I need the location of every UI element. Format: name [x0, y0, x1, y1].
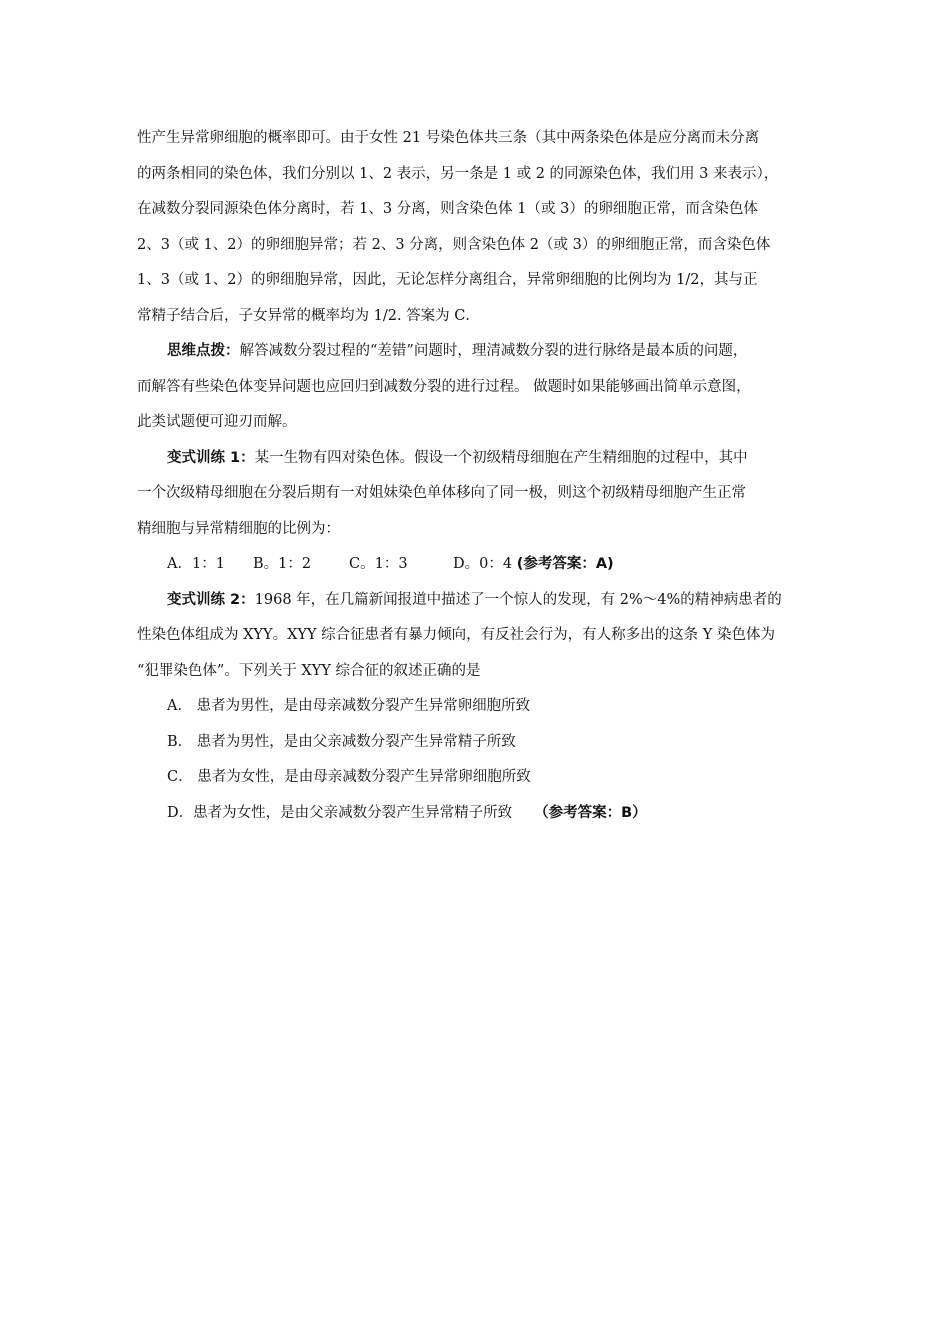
- exercise1-line-1: [137, 441, 827, 477]
- exercise1-line-3: 精细胞与异常精细胞的比例为：: [137, 520, 340, 537]
- exercise1-option-a: A．1：1: [167, 556, 225, 572]
- exercise1-label: 变式训练 1：: [167, 449, 255, 466]
- exercise1-answer: (参考答案：A): [516, 556, 614, 572]
- exercise1-option-b: B。1：2: [253, 556, 312, 572]
- tip-label: 思维点拨：: [167, 343, 240, 359]
- tip-text-1: 解答减数分裂过程的“差错”问题时，理清减数分裂的进行脉络是最本质的问题，: [239, 343, 748, 359]
- tip-line-1: [137, 334, 827, 370]
- exercise2-line-2: 性染色体组成为 XYY。XYY 综合征患者有暴力倾向，有反社会行为，有人称多出的这条 Y 染色体为: [137, 627, 775, 643]
- analysis-line-2: 的两条相同的染色体，我们分别以 1、2 表示，另一条是 1 或 2 的同源染色体，我们用 3 来表示），: [137, 165, 779, 182]
- analysis-line-3: 在减数分裂同源染色体分离时，若 1、3 分离，则含染色体 1（或 3）的卵细胞正常，而含染色体: [137, 201, 758, 217]
- analysis-line-4: 2、3（或 1、2）的卵细胞异常；若 2、3 分离，则含染色体 2（或 3）的卵细胞正常，而含染色体: [137, 236, 771, 253]
- exercise2-option-a: A． 患者为男性，是由母亲减数分裂产生异常卵细胞所致: [167, 698, 531, 714]
- exercise2-option-d: D．患者为女性，是由父亲减数分裂产生异常精子所致: [167, 804, 513, 821]
- exercise1-option-d: D。0：4: [453, 556, 513, 572]
- analysis-line-5: 1、3（或 1、2）的卵细胞异常，因此，无论怎样分离组合，异常卵细胞的比例均为 1/2，其与正: [137, 272, 758, 288]
- tip-line-2: 而解答有些染色体变异问题也应回归到减数分裂的进行过程。 做题时如果能够画出简单示意图，: [137, 378, 751, 395]
- exercise2-line-3: “犯罪染色体”。下列关于 XYY 综合征的叙述正确的是: [137, 662, 481, 679]
- tip-line-3: 此类试题便可迎刃而解。: [137, 414, 297, 430]
- exercise2-line-1: [137, 583, 827, 619]
- document-body: [137, 121, 827, 831]
- exercise2-option-b: B． 患者为男性，是由父亲减数分裂产生异常精子所致: [167, 733, 516, 750]
- exercise2-option-d-line: [137, 796, 827, 832]
- analysis-line-6: 常精子结合后，子女异常的概率均为 1/2. 答案为 C．: [137, 307, 480, 324]
- exercise1-options: [137, 547, 827, 583]
- exercise1-option-c: C。1：3: [349, 556, 408, 572]
- exercise2-text-1: 1968 年，在几篇新闻报道中描述了一个惊人的发现，有 2%～4%的精神病患者的: [254, 591, 782, 608]
- exercise2-answer: （参考答案：B）: [534, 804, 647, 821]
- exercise1-line-2: 一个次级精母细胞在分裂后期有一对姐妹染色单体移向了同一极，则这个初级精母细胞产生正常: [137, 485, 746, 501]
- exercise2-label: 变式训练 2：: [167, 591, 255, 608]
- analysis-line-1: 性产生异常卵细胞的概率即可。由于女性 21 号染色体共三条（其中两条染色体是应分离而未分离: [137, 130, 760, 146]
- exercise2-option-c: C． 患者为女性，是由母亲减数分裂产生异常卵细胞所致: [167, 769, 531, 785]
- exercise1-text-1: 某一生物有四对染色体。假设一个初级精母细胞在产生精细胞的过程中，其中: [254, 449, 748, 466]
